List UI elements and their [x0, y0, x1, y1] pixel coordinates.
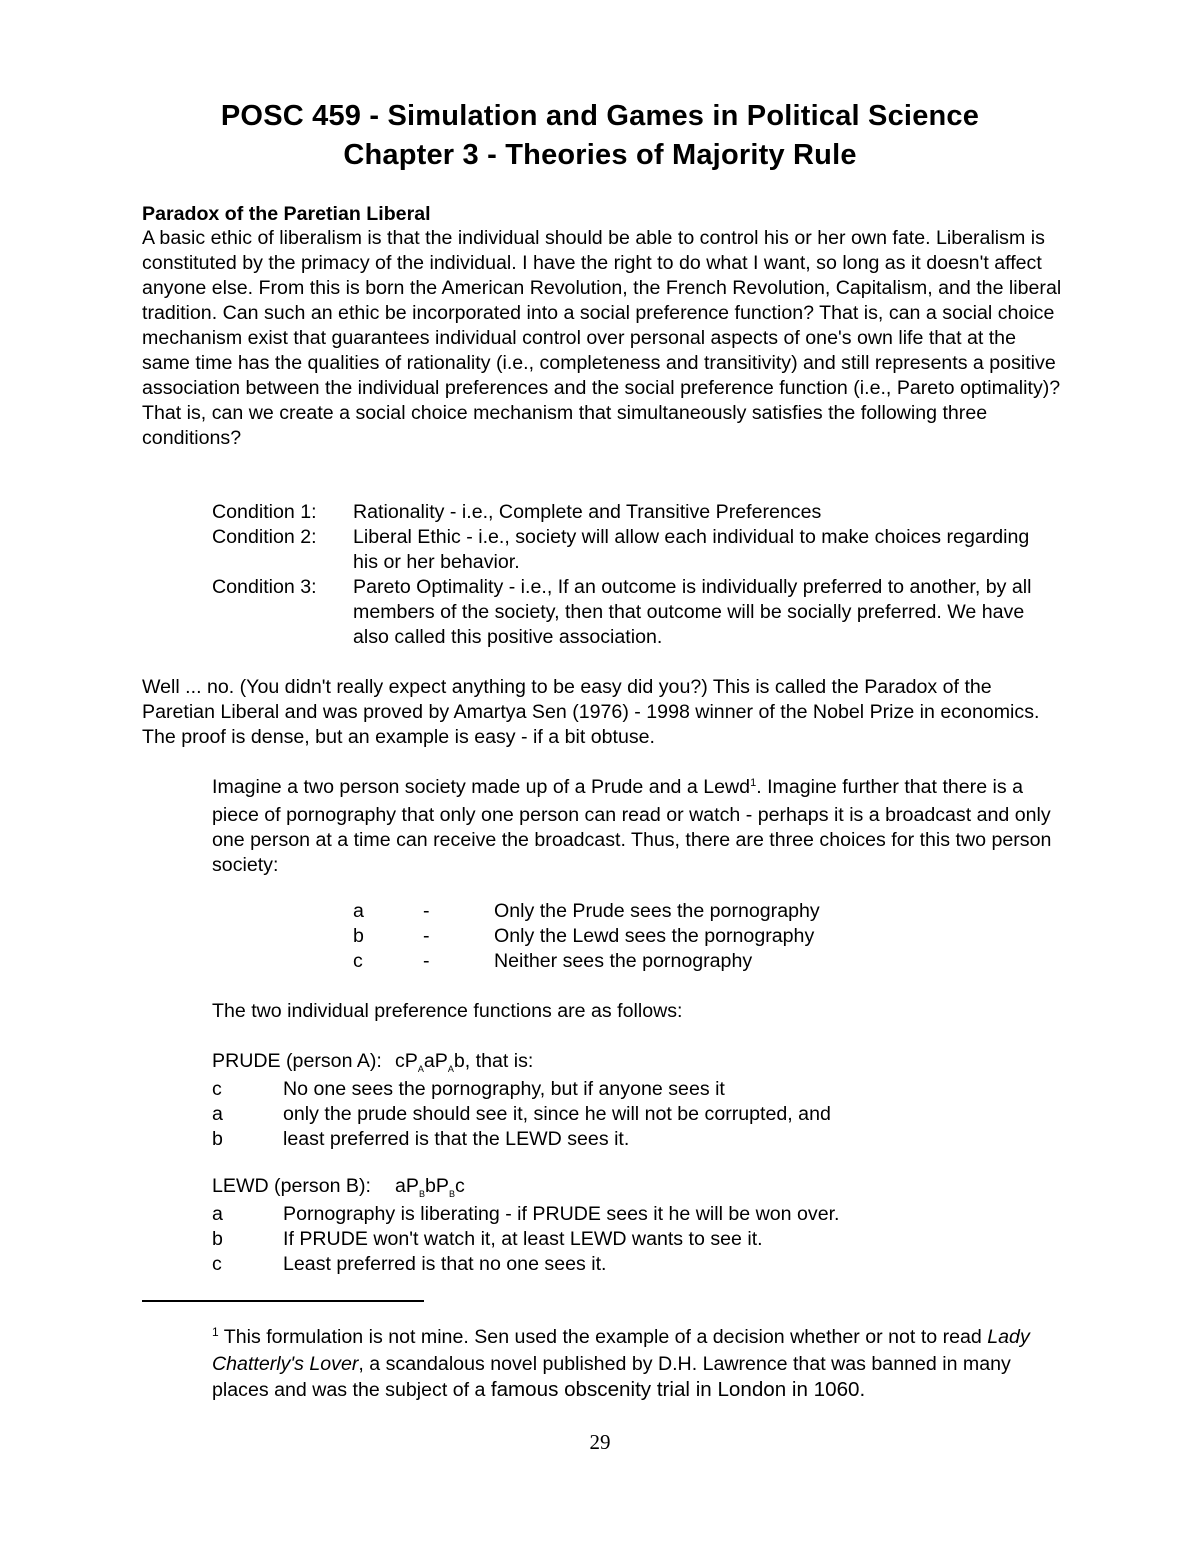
section-heading: Paradox of the Paretian Liberal — [142, 203, 431, 225]
preference-item — [212, 1252, 840, 1277]
choices-list — [353, 899, 820, 974]
preference-item — [212, 1127, 831, 1152]
example-text-end: . Imagine further that there is a piece of pornography that only one person can read or watch - perhaps it is a broadcast and only one person at a time can receive the broadcast. Thus, there are three choices for this two person society: — [212, 776, 1052, 876]
preference-text: If PRUDE won't watch it, at least LEWD wants to see it. — [283, 1228, 763, 1250]
choice-text: Neither sees the pornography — [494, 950, 753, 972]
book-title: Lady Chatterly's Lover — [212, 1326, 1030, 1375]
prude-label: PRUDE (person A): — [212, 1050, 382, 1072]
lewd-formula-line — [212, 1174, 840, 1202]
prude-preferences — [212, 1049, 831, 1152]
footnote-text-end: famous obscenity trial in London in 1060. — [490, 1378, 866, 1401]
prude-formula-line — [212, 1049, 831, 1077]
footnote-separator — [142, 1300, 424, 1302]
page-number: 29 — [589, 1430, 611, 1454]
preference-letter: c — [212, 1253, 222, 1275]
choice-row — [353, 924, 820, 949]
lewd-label: LEWD (person B): — [212, 1175, 371, 1197]
preference-text: No one sees the pornography, but if anyone sees it — [283, 1078, 725, 1100]
formula-part: cP — [395, 1050, 418, 1072]
condition-label: Condition 1: — [212, 501, 317, 523]
choice-letter: a — [353, 900, 364, 922]
preference-letter: a — [212, 1103, 223, 1125]
choice-dash: - — [423, 950, 430, 972]
preference-text: least preferred is that the LEWD sees it. — [283, 1128, 630, 1150]
condition-label: Condition 2: — [212, 526, 317, 548]
formula-part: c — [454, 1175, 465, 1197]
choice-row — [353, 949, 820, 974]
preference-letter: a — [212, 1203, 223, 1225]
choice-row — [353, 899, 820, 924]
footnote — [142, 1325, 1062, 1403]
choice-text: Only the Prude sees the pornography — [494, 900, 820, 922]
example-paragraph — [212, 775, 1062, 878]
example-text-start: Imagine a two person society made up of a Prude and a Lewd — [212, 776, 751, 798]
preference-item — [212, 1102, 831, 1127]
condition-text: Liberal Ethic - i.e., society will allow each individual to make choices regarding his or her behavior. — [353, 526, 1030, 573]
condition-text: Pareto Optimality - i.e., If an outcome is individually preferred to another, by all members of the society, then that outcome will be socially preferred. We have also called this positive association. — [353, 576, 1032, 648]
condition-row — [212, 525, 1058, 575]
intro-paragraph: A basic ethic of liberalism is that the individual should be able to control his or her own fate. Liberalism is constituted by the primacy of the individual. I have the right to do what I want, so long as it doesn't affect anyone else. From this is born the American Revolution, the French Revolution, Capitalism, and the liberal tradition. Can such an ethic be incorporated into a social preference function? That is, can a social choice mechanism exist that guarantees individual control over personal aspects of one's own life that at the same time has the qualities of rationality (i.e., completeness and transitivity) and still represents a positive association between the individual preferences and the social preference function (i.e., Pareto optimality)? That is, can we create a social choice mechanism that simultaneously satisfies the following three conditions? — [142, 227, 1062, 449]
formula-subscript: A — [447, 1064, 454, 1074]
formula-part: bP — [424, 1175, 449, 1197]
preference-item — [212, 1202, 840, 1227]
condition-row — [212, 575, 1058, 650]
preference-text: only the prude should see it, since he will not be corrupted, and — [283, 1103, 831, 1125]
preference-letter: b — [212, 1228, 223, 1250]
formula-subscript: A — [417, 1064, 424, 1074]
chapter-title: Chapter 3 - Theories of Majority Rule — [343, 139, 857, 171]
preference-item — [212, 1077, 831, 1102]
preference-item — [212, 1227, 840, 1252]
footnote-mark: 1 — [212, 1325, 219, 1339]
choice-dash: - — [423, 925, 430, 947]
conditions-list — [212, 500, 1058, 650]
paradox-paragraph: Well ... no. (You didn't really expect anything to be easy did you?) This is called the Paradox of the Paretian Liberal and was proved by Amartya Sen (1976) - 1998 winner of the Nobel Prize in economics. The proof is dense, but an example is easy - if a bit obtuse. — [142, 676, 1040, 748]
footnote-text-mid: , a scandalous novel published by D.H. Lawrence that was banned in many places and was the subject of a — [212, 1353, 1011, 1401]
choice-letter: b — [353, 925, 364, 947]
preference-text: Pornography is liberating - if PRUDE sees it he will be won over. — [283, 1203, 840, 1225]
formula-subscript: B — [448, 1189, 455, 1199]
preference-letter: c — [212, 1078, 222, 1100]
choice-dash: - — [423, 900, 430, 922]
page-title: POSC 459 - Simulation and Games in Political Science — [220, 100, 980, 132]
formula-part: b, that is: — [453, 1050, 534, 1072]
choice-letter: c — [353, 950, 363, 972]
formula-part: aP — [423, 1050, 448, 1072]
preference-intro: The two individual preference functions are as follows: — [212, 1000, 683, 1022]
formula-part: aP — [395, 1175, 419, 1197]
condition-row — [212, 500, 1058, 525]
condition-label: Condition 3: — [212, 576, 317, 598]
condition-text: Rationality - i.e., Complete and Transitive Preferences — [353, 501, 822, 523]
choice-text: Only the Lewd sees the pornography — [494, 925, 815, 947]
footnote-text-start: This formulation is not mine. Sen used the example of a decision whether or not to read — [218, 1326, 988, 1348]
preference-text: Least preferred is that no one sees it. — [283, 1253, 607, 1275]
footnote-body — [142, 1325, 1062, 1403]
preference-letter: b — [212, 1128, 223, 1150]
footnote-reference: 1 — [750, 777, 757, 789]
lewd-preferences — [212, 1174, 840, 1277]
formula-subscript: B — [418, 1189, 425, 1199]
